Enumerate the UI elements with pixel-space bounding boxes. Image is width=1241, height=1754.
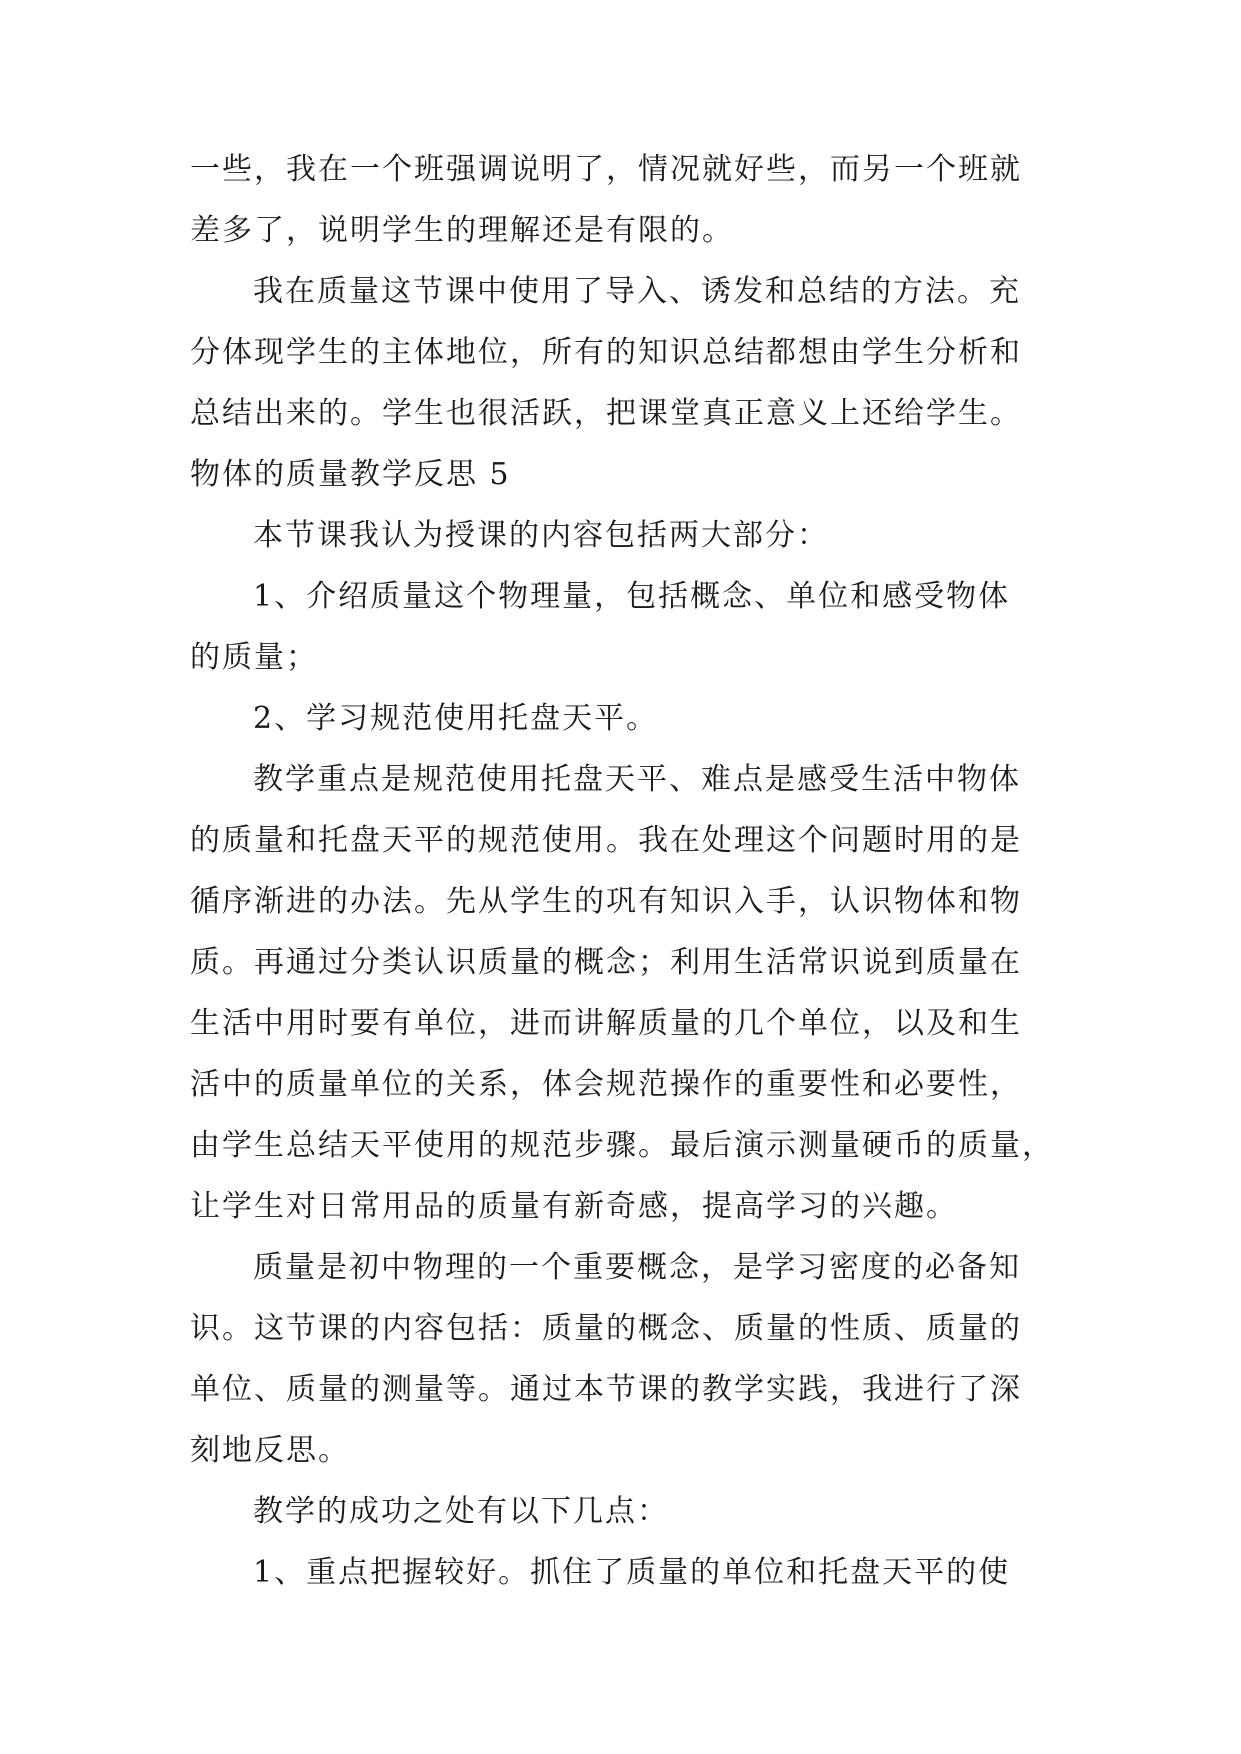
text-line: 活中的质量单位的关系，体会规范操作的重要性和必要性， — [190, 1067, 1022, 1102]
paragraph-start: 我在质量这节课中使用了导入、诱发和总结的方法。充 — [253, 274, 1021, 309]
text-line: 循序渐进的办法。先从学生的巩有知识入手，认识物体和物 — [190, 884, 1022, 919]
text-line: 分体现学生的主体地位，所有的知识总结都想由学生分析和 — [190, 335, 1022, 370]
list-item-start: 1、介绍质量这个物理量，包括概念、单位和感受物体 — [253, 579, 1011, 614]
text-line: 一些，我在一个班强调说明了，情况就好些，而另一个班就 — [190, 152, 1022, 187]
paragraph-start: 教学的成功之处有以下几点： — [253, 1494, 669, 1529]
text-line: 的质量和托盘天平的规范使用。我在处理这个问题时用的是 — [190, 823, 1022, 858]
text-line: 质。再通过分类认识质量的概念；利用生活常识说到质量在 — [190, 945, 1022, 980]
paragraph-start: 教学重点是规范使用托盘天平、难点是感受生活中物体 — [253, 762, 1021, 797]
text-line: 刻地反思。 — [190, 1433, 350, 1468]
text-line: 单位、质量的测量等。通过本节课的教学实践，我进行了深 — [190, 1372, 1022, 1407]
text-line: 总结出来的。学生也很活跃，把课堂真正意义上还给学生。 — [190, 396, 1022, 431]
list-item-start: 2、学习规范使用托盘天平。 — [253, 701, 659, 736]
section-heading: 物体的质量教学反思 5 — [190, 457, 511, 492]
text-line: 生活中用时要有单位，进而讲解质量的几个单位，以及和生 — [190, 1006, 1022, 1041]
paragraph-start: 质量是初中物理的一个重要概念，是学习密度的必备知 — [253, 1250, 1021, 1285]
text-line: 的质量； — [190, 640, 318, 675]
text-line: 让学生对日常用品的质量有新奇感，提高学习的兴趣。 — [190, 1189, 958, 1224]
text-line: 由学生总结天平使用的规范步骤。最后演示测量硬币的质量， — [190, 1128, 1054, 1163]
list-item-start: 1、重点把握较好。抓住了质量的单位和托盘天平的使 — [253, 1555, 1011, 1590]
text-line: 差多了，说明学生的理解还是有限的。 — [190, 213, 734, 248]
paragraph-start: 本节课我认为授课的内容包括两大部分： — [253, 518, 829, 553]
text-line: 识。这节课的内容包括：质量的概念、质量的性质、质量的 — [190, 1311, 1022, 1346]
